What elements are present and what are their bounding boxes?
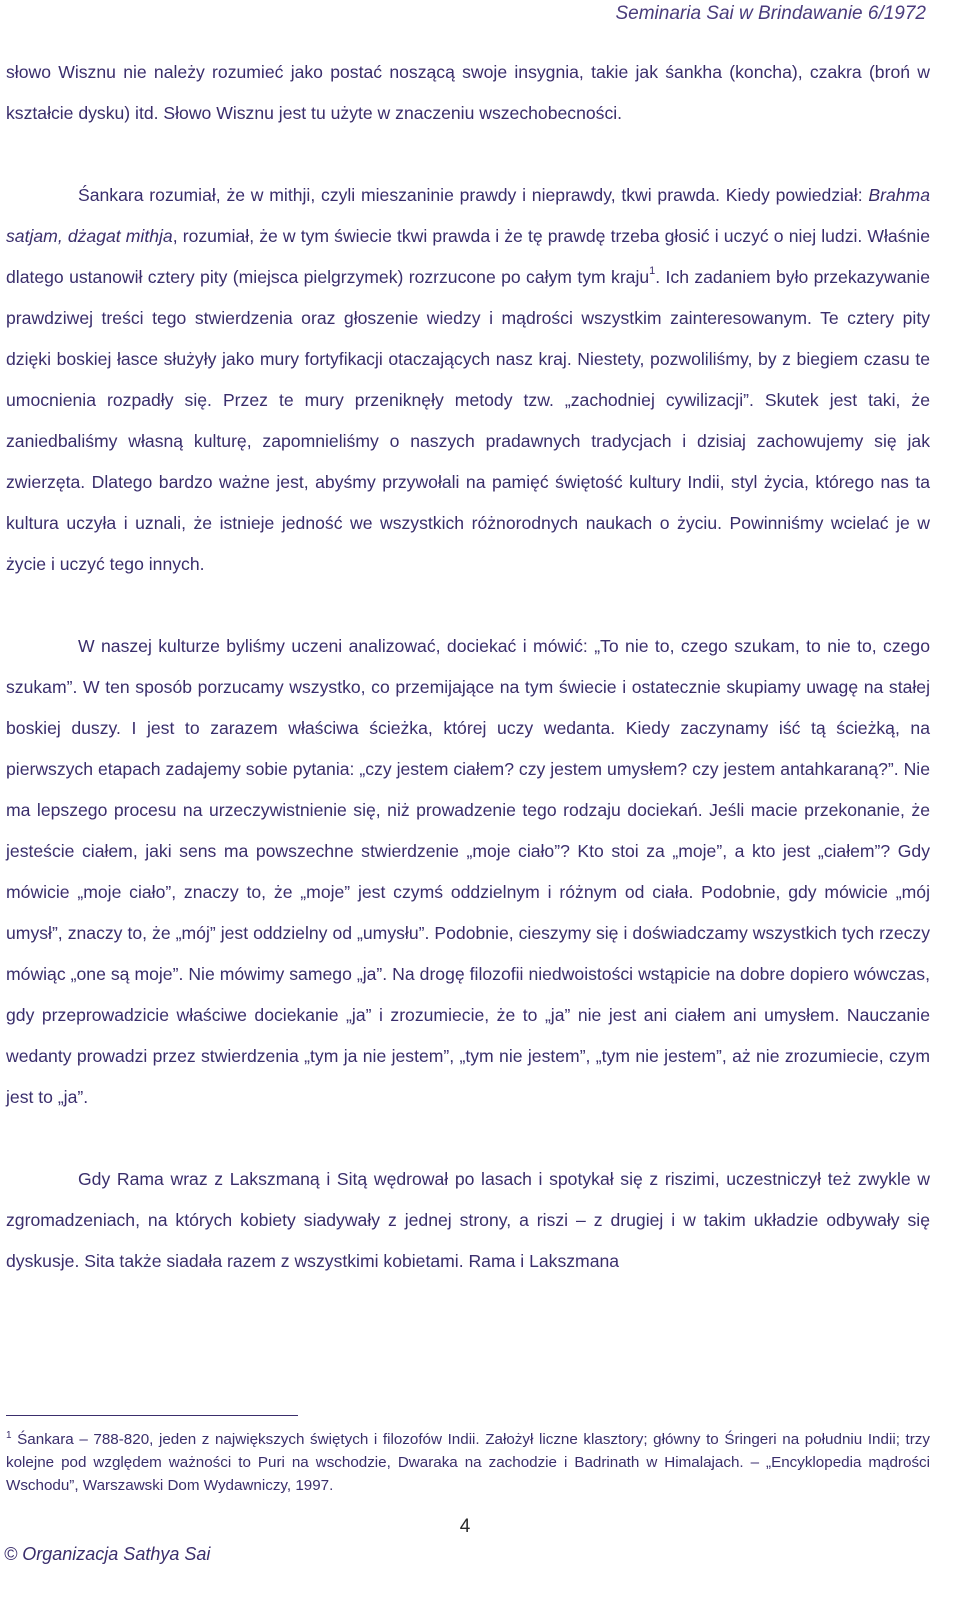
paragraph-2-text-c: . Ich zadaniem było przekazywanie prawdziwej treści tego stwierdzenia oraz głoszenie wiedzy i mądrości wszystkim zainteresowanym. Te cztery pity dzięki boskiej łasce służyły jako mury fortyfikacji otaczających nasz kraj. Niestety, pozwoliliśmy, by z biegiem czasu te umocnienia rozpadły się. Przez te mury przeniknęły metody tzw. „zachodniej cywilizacji”. Skutek jest taki, że zaniedbaliśmy własną kulturę, zapomnieliśmy o naszych pradawnych tradycjach i dzisiaj zachowujemy się jak zwierzęta. Dlatego bardzo ważne jest, abyśmy przywołali na pamięć świętość kultury Indii, styl życia, którego nas ta kultura uczyła i uznali, że istnieje jedność we wszystkich różnorodnych naukach o życiu. Powinniśmy wcielać je w życie i uczyć tego innych. bbox=[6, 267, 930, 574]
footnote-reference[interactable]: 1 bbox=[649, 265, 656, 277]
running-header: Seminaria Sai w Brindawanie 6/1972 bbox=[615, 3, 926, 24]
paragraph-gap bbox=[6, 585, 930, 626]
copyright-notice: © Organizacja Sathya Sai bbox=[4, 1544, 211, 1564]
paragraph-2-text-a: Śankara rozumiał, że w mithji, czyli mieszaninie prawdy i nieprawdy, tkwi prawda. Kiedy powiedział: bbox=[78, 185, 869, 205]
paragraph-4: Gdy Rama wraz z Lakszmaną i Sitą wędrował po lasach i spotykał się z riszimi, uczestniczył też zwykle w zgromadzeniach, na których kobiety siadywały z jednej strony, a riszi – z drugiej i w takim układzie odbywały się dyskusje. Sita także siadała razem z wszystkimi kobietami. Rama i Lakszmana bbox=[6, 1169, 930, 1271]
paragraph-1: słowo Wisznu nie należy rozumieć jako postać noszącą swoje insygnia, takie jak śankha (koncha), czakra (broń w kształcie dysku) itd. Słowo Wisznu jest tu użyte w znaczeniu wszechobecności. bbox=[6, 62, 930, 123]
paragraph-3: W naszej kulturze byliśmy uczeni analizować, dociekać i mówić: „To nie to, czego szukam, to nie to, czego szukam”. W ten sposób porzucamy wszystko, co przemijające na tym świecie i ostatecznie skupiamy uwagę na stałej boskiej duszy. I jest to zarazem właściwa ścieżka, której uczy wedanta. Kiedy zaczynamy iść tą ścieżką, na pierwszych etapach zadajemy sobie pytania: „czy jestem ciałem? czy jestem umysłem? czy jestem antahkaraną?”. Nie ma lepszego procesu na urzeczywistnienie się, niż prowadzenie tego rodzaju dociekań. Jeśli macie przekonanie, że jesteście ciałem, jaki sens ma powszechne stwierdzenie „moje ciało”? Kto stoi za „moje”, a kto jest „ciałem”? Gdy mówicie „moje ciało”, znaczy to, że „moje” jest czymś oddzielnym i różnym od ciała. Podobnie, gdy mówicie „mój umysł”, znaczy to, że „mój” jest oddzielny od „umysłu”. Podobnie, cieszymy się i doświadczamy wszystkich tych rzeczy mówiąc „one są moje”. Nie mówimy samego „ja”. Na drogę filozofii niedwoistości wstąpicie na dobre dopiero wówczas, gdy przeprowadzicie właściwe dociekanie „ja” i zrozumiecie, że to „ja” nie jest ani ciałem ani umysłem. Nauczanie wedanty prowadzi przez stwierdzenia „tym ja nie jestem”, „tym nie jestem”, „tym nie jestem”, aż nie zrozumiecie, czym jest to „ja”. bbox=[6, 636, 930, 1107]
page-number: 4 bbox=[459, 1516, 471, 1537]
sanskrit-quote: Brahma satjam, dżagat mithja bbox=[6, 185, 930, 246]
footnote-text: Śankara – 788-820, jeden z największych świętych i filozofów Indii. Założył liczne klasztory; główny to Śringeri na południu Indii; trzy kolejne pod względem ważności to Puri na wschodzie, Dwaraka na zachodzie i Badrinath w Himalajach. – „Encyklopedia mądrości Wschodu”, Warszawski Dom Wydawniczy, 1997. bbox=[6, 1431, 930, 1494]
body-text bbox=[6, 52, 930, 1282]
paragraph-gap bbox=[6, 134, 930, 175]
paragraph-2-text-b: , rozumiał, że w tym świecie tkwi prawda i że tę prawdę trzeba głosić i uczyć o niej ludzi. Właśnie dlatego ustanowił cztery pity (miejsca pielgrzymek) rozrzucone po całym tym kraju bbox=[6, 226, 930, 287]
footnote bbox=[6, 1428, 930, 1497]
footnote-marker: 1 bbox=[6, 1430, 12, 1441]
paragraph-gap bbox=[6, 1118, 930, 1159]
footnote-separator bbox=[6, 1415, 298, 1416]
paragraph-2 bbox=[6, 175, 930, 585]
